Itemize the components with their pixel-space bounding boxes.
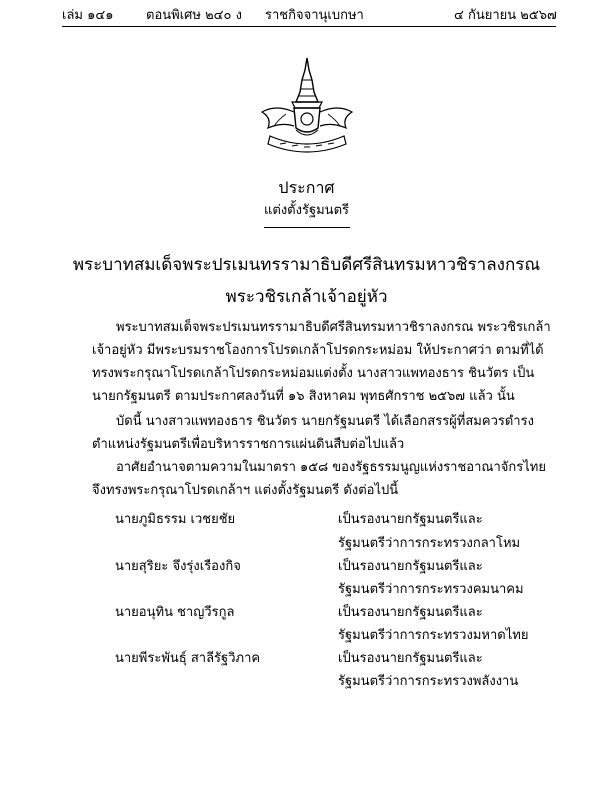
gazette-name: ราชกิจจานุเบกษา — [265, 8, 364, 23]
appointee-ministry: รัฐมนตรีว่าการกระทรวงมหาดไทย — [338, 628, 529, 643]
appointee-position: เป็นรองนายกรัฐมนตรีและ — [338, 605, 483, 620]
appointee-name: นายภูมิธรรม เวชยชัย — [115, 512, 236, 527]
special-section-number: ตอนพิเศษ ๒๔๐ ง — [146, 8, 242, 23]
appointee-ministry: รัฐมนตรีว่าการกระทรวงพลังงาน — [338, 674, 519, 689]
volume-number: เล่ม ๑๔๑ — [62, 8, 114, 23]
king-title-line2: พระวชิรเกล้าเจ้าอยู่หัว — [225, 287, 388, 307]
header-rule — [62, 26, 556, 27]
king-title-line1: พระบาทสมเด็จพระปรเมนทรรามาธิบดีศรีสินทรมหาวชิราลงกรณ — [72, 255, 541, 275]
appointee-name: นายพีระพันธุ์ สาลีรัฐวิภาค — [115, 651, 261, 666]
announcement-title: ประกาศ — [278, 178, 335, 197]
title-underline — [264, 227, 350, 228]
appointee-ministry: รัฐมนตรีว่าการกระทรวงคมนาคม — [338, 582, 524, 597]
appointee-name: นายสุริยะ จึงรุ่งเรืองกิจ — [115, 559, 241, 574]
appointee-name: นายอนุทิน ชาญวีรกูล — [115, 605, 235, 620]
gazette-header — [0, 4, 613, 26]
announcement-subtitle: แต่งตั้งรัฐมนตรี — [264, 203, 349, 218]
appointee-position: เป็นรองนายกรัฐมนตรีและ — [338, 559, 483, 574]
appointee-position: เป็นรองนายกรัฐมนตรีและ — [338, 512, 483, 527]
publication-date: ๔ กันยายน ๒๕๖๗ — [454, 8, 557, 23]
paragraph-selection: บัดนี้ นางสาวแพทองธาร ชินวัตร นายกรัฐมนตรี ได้เลือกสรรผู้ที่สมควรดำรงตำแหน่งรัฐมนตรีเพื่อบริหารราชการแผ่นดินสืบต่อไปแล้ว — [92, 414, 534, 452]
appointee-position: เป็นรองนายกรัฐมนตรีและ — [338, 651, 483, 666]
appointee-ministry: รัฐมนตรีว่าการกระทรวงกลาโหม — [338, 536, 521, 551]
royal-emblem-icon — [256, 56, 358, 156]
paragraph-royal-command: พระบาทสมเด็จพระปรเมนทรรามาธิบดีศรีสินทรมหาวชิราลงกรณ พระวชิรเกล้าเจ้าอยู่หัว มีพระบรมราชโองการโปรดเกล้าโปรดกระหม่อม ให้ประกาศว่า ตามที่ได้ทรงพระกรุณาโปรดเกล้าโปรดกระหม่อมแต่งตั้ง นางสาวแพทองธาร ชินวัตร เป็นนายกรัฐมนตรี ตามประกาศลงวันที่ ๑๖ สิงหาคม พุทธศักราช ๒๕๖๗ แล้ว นั้น — [92, 320, 551, 404]
paragraph-authority: อาศัยอำนาจตามความในมาตรา ๑๕๘ ของรัฐธรรมนูญแห่งราชอาณาจักรไทย จึงทรงพระกรุณาโปรดเกล้าฯ แต่งตั้งรัฐมนตรี ดังต่อไปนี้ — [92, 460, 546, 498]
